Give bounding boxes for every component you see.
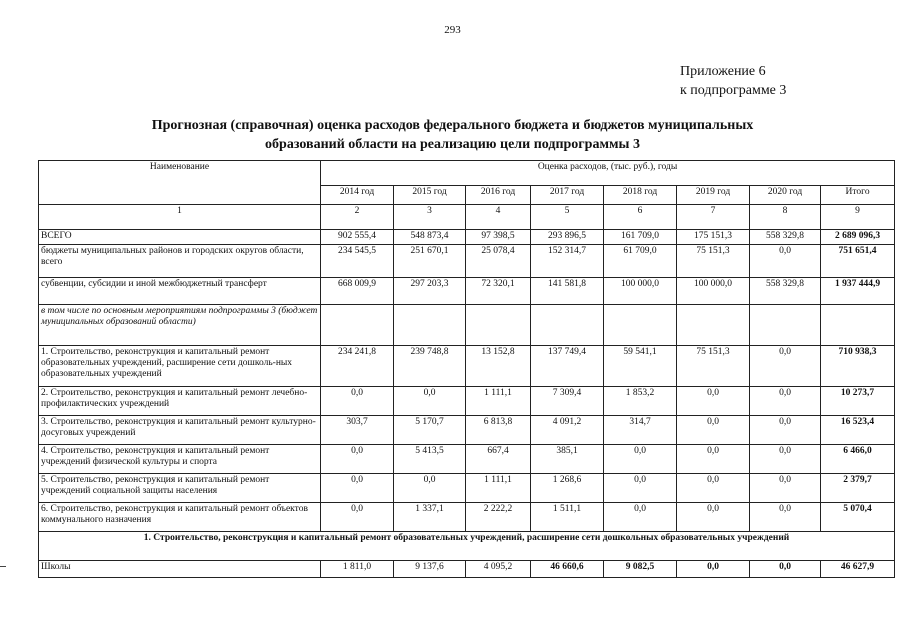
year-cell: 2014 год (321, 186, 394, 205)
row-value-cell: 303,7 (321, 416, 394, 445)
row-total-cell: 5 070,4 (821, 503, 895, 532)
row-value-cell: 0,0 (750, 245, 821, 278)
row-value-cell: 4 095,2 (466, 561, 531, 578)
row-name-cell: бюджеты муниципальных районов и городских округов области, всего (39, 245, 321, 278)
row-value-cell: 0,0 (750, 416, 821, 445)
table-row (39, 278, 895, 305)
row-value-cell: 152 314,7 (531, 245, 604, 278)
document-title (60, 116, 845, 154)
row-value-cell: 293 896,5 (531, 230, 604, 245)
row-value-cell: 100 000,0 (677, 278, 750, 305)
row-value-cell: 5 413,5 (394, 445, 466, 474)
table-row (39, 346, 895, 387)
row-value-cell: 4 091,2 (531, 416, 604, 445)
row-value-cell: 0,0 (677, 387, 750, 416)
row-value-cell: 0,0 (750, 445, 821, 474)
row-value-cell: 13 152,8 (466, 346, 531, 387)
row-value-cell: 0,0 (321, 474, 394, 503)
row-value-cell (321, 305, 394, 346)
appendix-note (680, 62, 786, 100)
row-value-cell: 0,0 (604, 445, 677, 474)
column-number-cell: 1 (39, 205, 321, 230)
row-value-cell (750, 305, 821, 346)
row-name-cell: 2. Строительство, реконструкция и капитальный ремонт лечебно-профилактических учреждений (39, 387, 321, 416)
column-number-cell: 4 (466, 205, 531, 230)
row-name-cell: 6. Строительство, реконструкция и капитальный ремонт объектов коммунального назначения (39, 503, 321, 532)
table-row (39, 245, 895, 278)
row-value-cell: 239 748,8 (394, 346, 466, 387)
row-value-cell: 9 082,5 (604, 561, 677, 578)
title-line-2: образований области на реализацию цели подпрограммы 3 (265, 137, 640, 152)
row-value-cell: 1 268,6 (531, 474, 604, 503)
column-number-cell: 3 (394, 205, 466, 230)
row-value-cell: 0,0 (677, 416, 750, 445)
row-value-cell: 1 111,1 (466, 387, 531, 416)
table-row (39, 230, 895, 245)
row-value-cell: 1 337,1 (394, 503, 466, 532)
note-row (39, 305, 895, 346)
row-value-cell: 548 873,4 (394, 230, 466, 245)
row-value-cell: 0,0 (677, 445, 750, 474)
row-value-cell: 0,0 (750, 474, 821, 503)
year-cell: 2016 год (466, 186, 531, 205)
row-value-cell: 297 203,3 (394, 278, 466, 305)
row-value-cell: 75 151,3 (677, 245, 750, 278)
row-value-cell: 61 709,0 (604, 245, 677, 278)
page-number: 293 (444, 24, 461, 36)
row-value-cell: 175 151,3 (677, 230, 750, 245)
row-value-cell: 0,0 (750, 346, 821, 387)
row-value-cell: 234 545,5 (321, 245, 394, 278)
row-value-cell (394, 305, 466, 346)
row-name-cell: Школы (39, 561, 321, 578)
row-value-cell: 0,0 (750, 387, 821, 416)
row-value-cell: 1 111,1 (466, 474, 531, 503)
row-total-cell: 2 379,7 (821, 474, 895, 503)
row-total-cell (821, 305, 895, 346)
row-value-cell: 72 320,1 (466, 278, 531, 305)
row-value-cell: 0,0 (677, 503, 750, 532)
row-value-cell: 97 398,5 (466, 230, 531, 245)
column-number-cell: 6 (604, 205, 677, 230)
table-row (39, 474, 895, 503)
row-value-cell: 385,1 (531, 445, 604, 474)
row-value-cell (677, 305, 750, 346)
row-value-cell: 0,0 (677, 561, 750, 578)
section-heading-row (39, 532, 895, 561)
row-value-cell: 668 009,9 (321, 278, 394, 305)
year-cell: 2020 год (750, 186, 821, 205)
row-value-cell: 1 811,0 (321, 561, 394, 578)
row-value-cell: 558 329,8 (750, 230, 821, 245)
row-value-cell: 0,0 (750, 561, 821, 578)
table-row (39, 561, 895, 578)
header-row (39, 161, 895, 186)
appendix-line-2: к подпрограмме 3 (680, 83, 787, 98)
title-line-1: Прогнозная (справочная) оценка расходов федерального бюджета и бюджетов муниципальных (151, 118, 754, 133)
row-value-cell (466, 305, 531, 346)
table-row (39, 503, 895, 532)
row-value-cell: 141 581,8 (531, 278, 604, 305)
total-header-cell: Итого (821, 186, 895, 205)
row-value-cell: 7 309,4 (531, 387, 604, 416)
section-heading: 1. Строительство, реконструкция и капитальный ремонт образовательных учреждений, расширение сети дошкольных образовательных учреждений (39, 532, 895, 561)
row-value-cell: 59 541,1 (604, 346, 677, 387)
row-name-cell: в том числе по основным мероприятиям подпрограммы 3 (бюджет муниципальных образований области) (39, 305, 321, 346)
column-number-cell: 9 (821, 205, 895, 230)
row-value-cell: 667,4 (466, 445, 531, 474)
row-name-cell: ВСЕГО (39, 230, 321, 245)
row-value-cell: 0,0 (604, 503, 677, 532)
year-cell: 2015 год (394, 186, 466, 205)
row-value-cell: 0,0 (321, 503, 394, 532)
table-row (39, 445, 895, 474)
row-value-cell: 0,0 (321, 387, 394, 416)
column-number-row (39, 205, 895, 230)
row-value-cell: 25 078,4 (466, 245, 531, 278)
row-name-cell: 5. Строительство, реконструкция и капитальный ремонт учреждений социальной защиты населения (39, 474, 321, 503)
row-value-cell: 314,7 (604, 416, 677, 445)
row-value-cell: 234 241,8 (321, 346, 394, 387)
row-value-cell (604, 305, 677, 346)
row-total-cell: 46 627,9 (821, 561, 895, 578)
header-name-cell: Наименование (39, 161, 321, 205)
row-total-cell: 751 651,4 (821, 245, 895, 278)
row-value-cell: 1 853,2 (604, 387, 677, 416)
table-row (39, 387, 895, 416)
row-total-cell: 6 466,0 (821, 445, 895, 474)
row-value-cell: 1 511,1 (531, 503, 604, 532)
row-value-cell: 558 329,8 (750, 278, 821, 305)
budget-table (38, 160, 895, 578)
row-name-cell: 1. Строительство, реконструкция и капитальный ремонт образовательных учреждений, расширение сети дошколь-ных образовательных учреждений (39, 346, 321, 387)
row-value-cell: 100 000,0 (604, 278, 677, 305)
margin-mark (0, 566, 6, 567)
year-cell: 2018 год (604, 186, 677, 205)
row-value-cell: 2 222,2 (466, 503, 531, 532)
row-value-cell: 0,0 (321, 445, 394, 474)
appendix-line-1: Приложение 6 (680, 64, 766, 79)
row-name-cell: 3. Строительство, реконструкция и капитальный ремонт культурно-досуговых учреждений (39, 416, 321, 445)
row-value-cell: 137 749,4 (531, 346, 604, 387)
row-value-cell: 0,0 (394, 387, 466, 416)
row-total-cell: 10 273,7 (821, 387, 895, 416)
row-value-cell: 161 709,0 (604, 230, 677, 245)
year-cell: 2019 год (677, 186, 750, 205)
row-value-cell: 6 813,8 (466, 416, 531, 445)
column-number-cell: 2 (321, 205, 394, 230)
row-value-cell: 0,0 (604, 474, 677, 503)
column-number-cell: 8 (750, 205, 821, 230)
column-number-cell: 5 (531, 205, 604, 230)
row-value-cell: 251 670,1 (394, 245, 466, 278)
row-value-cell: 46 660,6 (531, 561, 604, 578)
row-value-cell: 902 555,4 (321, 230, 394, 245)
row-name-cell: 4. Строительство, реконструкция и капитальный ремонт учреждений физической культуры и спорта (39, 445, 321, 474)
row-value-cell: 9 137,6 (394, 561, 466, 578)
column-number-cell: 7 (677, 205, 750, 230)
row-value-cell: 0,0 (394, 474, 466, 503)
row-total-cell: 1 937 444,9 (821, 278, 895, 305)
table-row (39, 416, 895, 445)
row-value-cell: 5 170,7 (394, 416, 466, 445)
row-total-cell: 16 523,4 (821, 416, 895, 445)
row-value-cell: 75 151,3 (677, 346, 750, 387)
row-name-cell: субвенции, субсидии и иной межбюджетный трансферт (39, 278, 321, 305)
row-total-cell: 710 938,3 (821, 346, 895, 387)
year-cell: 2017 год (531, 186, 604, 205)
row-value-cell (531, 305, 604, 346)
row-total-cell: 2 689 096,3 (821, 230, 895, 245)
header-group-cell: Оценка расходов, (тыс. руб.), годы (321, 161, 895, 186)
row-value-cell: 0,0 (750, 503, 821, 532)
row-value-cell: 0,0 (677, 474, 750, 503)
